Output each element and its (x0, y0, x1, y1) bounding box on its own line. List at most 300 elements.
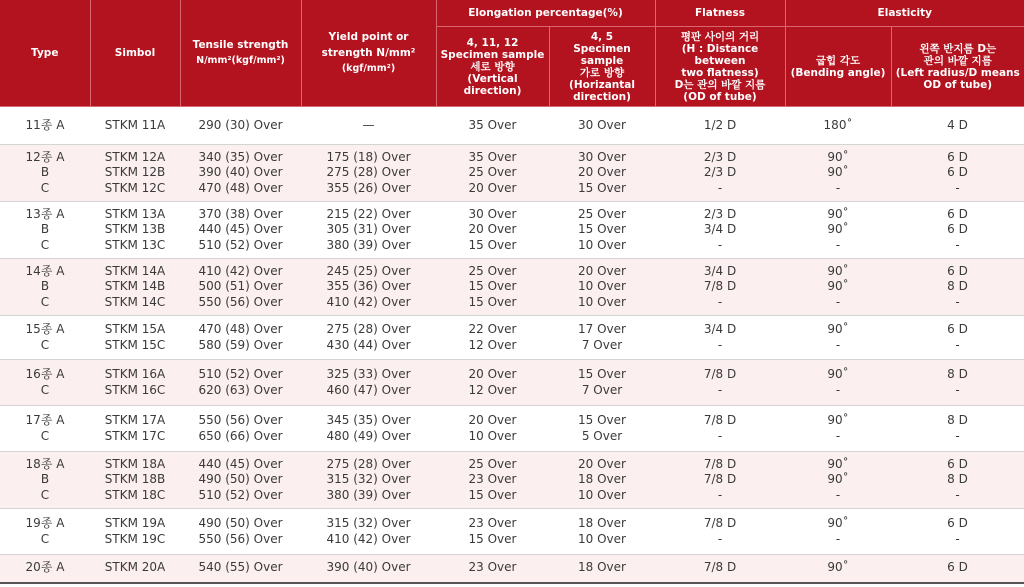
table-row (0, 107, 1024, 145)
cell-value: 490 (50) Over (198, 515, 283, 530)
cell-lines (180, 207, 301, 254)
table-row (0, 145, 1024, 202)
cell-lines (0, 322, 90, 353)
cell-value: 7/8 D (703, 472, 737, 487)
cell-value: - (717, 180, 723, 195)
cell-value: 90˚ (827, 560, 849, 575)
cell-value: 90˚ (827, 472, 849, 487)
cell-value: 23 Over (468, 472, 517, 487)
cell-value: 7 Over (581, 382, 623, 397)
cell-simbol (90, 555, 180, 583)
cell-lines (549, 560, 655, 576)
cell-value: 25 Over (578, 206, 626, 221)
cell-value: - (835, 294, 841, 309)
table-header (0, 0, 1024, 107)
cell-left-radius (891, 202, 1024, 259)
cell-value: 25 Over (468, 456, 517, 471)
cell-value: C (40, 237, 50, 252)
cell-value: 6 D (947, 222, 968, 237)
cell-bending-angle (785, 360, 891, 406)
cell-yield-strength (301, 107, 436, 145)
cell-value: - (955, 180, 960, 195)
cell-value: 25 Over (468, 263, 517, 278)
cell-value: 20 Over (578, 263, 626, 278)
cell-value: 370 (38) Over (198, 206, 283, 221)
cell-elongation-horizontal (549, 202, 655, 259)
cell-value: - (835, 531, 841, 546)
cell-elongation-horizontal (549, 555, 655, 583)
cell-value: 18 Over (578, 472, 626, 487)
cell-value: - (717, 428, 723, 443)
header-elong-horizontal-line: 4, 5 (590, 30, 614, 43)
cell-type (0, 259, 90, 316)
cell-lines (0, 457, 90, 504)
cell-value: - (955, 531, 960, 546)
cell-yield-strength (301, 509, 436, 555)
cell-lines (785, 560, 891, 576)
cell-value: 7/8 D (703, 560, 737, 575)
cell-value: STKM 13A (104, 206, 166, 221)
header-elong-vertical-line: 4, 11, 12 (466, 36, 519, 49)
cell-lines (180, 150, 301, 197)
cell-elongation-vertical (436, 452, 549, 509)
cell-value: 90˚ (827, 515, 849, 530)
cell-value: 6 D (947, 560, 968, 575)
header-flatness (655, 27, 785, 107)
cell-flatness (655, 316, 785, 360)
cell-lines (0, 207, 90, 254)
cell-value: 22 Over (468, 321, 517, 336)
cell-value: 275 (28) Over (326, 456, 411, 471)
cell-value: 6 D (947, 515, 968, 530)
cell-lines (301, 118, 436, 134)
cell-tensile-strength (180, 259, 301, 316)
cell-value: - (717, 531, 723, 546)
cell-lines (180, 322, 301, 353)
cell-lines (0, 118, 90, 134)
cell-type (0, 360, 90, 406)
cell-simbol (90, 107, 180, 145)
cell-lines (655, 560, 785, 576)
cell-lines (301, 516, 436, 547)
table-row (0, 509, 1024, 555)
cell-value: 12 Over (468, 382, 517, 397)
cell-value: - (955, 428, 960, 443)
cell-left-radius (891, 316, 1024, 360)
cell-tensile-strength (180, 360, 301, 406)
cell-value: 35 Over (468, 149, 517, 164)
cell-lines (301, 322, 436, 353)
cell-lines (891, 457, 1024, 504)
cell-lines (436, 118, 549, 134)
cell-value: 90˚ (827, 165, 849, 180)
cell-lines (90, 367, 180, 398)
cell-value: 6 D (947, 149, 968, 164)
cell-value: STKM 13B (104, 222, 166, 237)
cell-value: B (40, 165, 50, 180)
cell-lines (785, 118, 891, 134)
cell-elongation-vertical (436, 259, 549, 316)
header-tensile-title: Tensile strength (192, 39, 289, 51)
cell-value: 1/2 D (703, 117, 737, 132)
header-elong-horizontal-line: (Horizantal (569, 78, 635, 91)
cell-value: 500 (51) Over (198, 279, 283, 294)
cell-value: STKM 18C (104, 487, 166, 502)
header-elong-vertical-line: direction) (463, 84, 522, 97)
cell-value: 90˚ (827, 279, 849, 294)
cell-value: 2/3 D (703, 149, 737, 164)
cell-value: 23 Over (468, 515, 517, 530)
cell-lines (0, 150, 90, 197)
cell-type (0, 316, 90, 360)
cell-lines (436, 367, 549, 398)
header-yield (301, 0, 436, 107)
header-flatness-line: (OD of tube) (683, 90, 757, 103)
cell-type (0, 107, 90, 145)
header-elong-vertical-line: (Vertical (467, 72, 518, 85)
cell-lines (0, 367, 90, 398)
cell-left-radius (891, 259, 1024, 316)
cell-value: 3/4 D (703, 263, 737, 278)
cell-value: 18종 A (25, 456, 65, 471)
cell-lines (655, 367, 785, 398)
cell-value: 510 (52) Over (198, 237, 283, 252)
table-row (0, 202, 1024, 259)
header-elong-vertical (436, 27, 549, 107)
cell-value: 390 (40) Over (198, 165, 283, 180)
cell-lines (891, 264, 1024, 311)
cell-lines (90, 457, 180, 504)
cell-elongation-horizontal (549, 145, 655, 202)
cell-value: - (955, 237, 960, 252)
cell-bending-angle (785, 107, 891, 145)
header-elong-horizontal-line: direction) (573, 90, 631, 103)
cell-value: STKM 15C (104, 337, 166, 352)
cell-lines (90, 118, 180, 134)
cell-value: 390 (40) Over (326, 560, 411, 575)
cell-value: 19종 A (25, 515, 65, 530)
cell-lines (0, 264, 90, 311)
cell-value: 470 (48) Over (198, 321, 283, 336)
cell-lines (549, 118, 655, 134)
cell-value: - (835, 428, 841, 443)
cell-elongation-vertical (436, 509, 549, 555)
cell-value: 175 (18) Over (326, 149, 411, 164)
header-elong-vertical-line: Specimen sample (440, 48, 545, 61)
cell-flatness (655, 406, 785, 452)
table-row (0, 259, 1024, 316)
cell-elongation-horizontal (549, 509, 655, 555)
cell-left-radius (891, 145, 1024, 202)
cell-lines (891, 367, 1024, 398)
cell-value: 15 Over (578, 412, 626, 427)
header-tensile-unit: N/mm²(kgf/mm²) (196, 55, 285, 66)
cell-value: 380 (39) Over (326, 237, 411, 252)
cell-lines (785, 207, 891, 254)
table-row (0, 406, 1024, 452)
cell-yield-strength (301, 316, 436, 360)
cell-flatness (655, 452, 785, 509)
cell-bending-angle (785, 555, 891, 583)
cell-elongation-vertical (436, 145, 549, 202)
cell-value: 10 Over (578, 294, 626, 309)
cell-value: 180˚ (823, 117, 853, 132)
cell-value: - (835, 237, 841, 252)
cell-value: STKM 11A (104, 117, 166, 132)
cell-value: 380 (39) Over (326, 487, 411, 502)
cell-value: STKM 16A (104, 366, 166, 381)
cell-value: 15 Over (468, 294, 517, 309)
cell-lines (180, 413, 301, 444)
cell-simbol (90, 145, 180, 202)
cell-value: C (40, 487, 50, 502)
cell-lines (180, 367, 301, 398)
header-elong-vertical-line: 세로 방향 (470, 60, 515, 73)
cell-flatness (655, 555, 785, 583)
cell-value: 14종 A (25, 263, 65, 278)
cell-value: 15 Over (468, 237, 517, 252)
cell-elongation-vertical (436, 107, 549, 145)
cell-value: - (835, 382, 841, 397)
cell-bending-angle (785, 509, 891, 555)
cell-elongation-horizontal (549, 316, 655, 360)
cell-value: 17 Over (578, 321, 626, 336)
header-radius-line: OD of tube) (923, 78, 993, 91)
cell-value: STKM 19C (104, 531, 166, 546)
cell-tensile-strength (180, 406, 301, 452)
cell-elongation-horizontal (549, 107, 655, 145)
cell-value: 7/8 D (703, 366, 737, 381)
cell-lines (90, 516, 180, 547)
cell-bending-angle (785, 406, 891, 452)
cell-value: 275 (28) Over (326, 321, 411, 336)
cell-lines (90, 150, 180, 197)
cell-value: 13종 A (25, 206, 65, 221)
cell-value: - (717, 237, 723, 252)
cell-lines (785, 516, 891, 547)
cell-value: 290 (30) Over (198, 117, 283, 132)
cell-value: 510 (52) Over (198, 366, 283, 381)
cell-value: 20 Over (468, 366, 517, 381)
cell-value: 10 Over (578, 531, 626, 546)
cell-lines (301, 457, 436, 504)
cell-simbol (90, 509, 180, 555)
header-bending (785, 27, 891, 107)
cell-value: STKM 15A (104, 321, 166, 336)
cell-value: 490 (50) Over (198, 472, 283, 487)
cell-value: 20 Over (578, 165, 626, 180)
cell-value: 15 Over (468, 531, 517, 546)
cell-value: 7/8 D (703, 412, 737, 427)
cell-value: 5 Over (581, 428, 623, 443)
cell-yield-strength (301, 555, 436, 583)
cell-value: 30 Over (578, 117, 626, 132)
table-body (0, 107, 1024, 583)
cell-yield-strength (301, 145, 436, 202)
cell-value: STKM 12A (104, 149, 166, 164)
cell-value: - (955, 487, 960, 502)
cell-value: 3/4 D (703, 321, 737, 336)
cell-lines (301, 207, 436, 254)
cell-yield-strength (301, 360, 436, 406)
cell-value: C (40, 294, 50, 309)
cell-value: 90˚ (827, 366, 849, 381)
cell-bending-angle (785, 452, 891, 509)
cell-value: 275 (28) Over (326, 165, 411, 180)
cell-value: - (717, 487, 723, 502)
cell-tensile-strength (180, 452, 301, 509)
cell-value: 8 D (947, 366, 968, 381)
cell-value: 11종 A (25, 117, 65, 132)
header-radius-line: 관의 바깥 지름 (923, 54, 992, 67)
header-radius (891, 27, 1024, 107)
cell-lines (655, 413, 785, 444)
cell-lines (90, 413, 180, 444)
cell-type (0, 452, 90, 509)
header-flatness-line: (H : Distance between (681, 42, 759, 67)
cell-value: 10 Over (578, 279, 626, 294)
table-row (0, 555, 1024, 583)
cell-lines (436, 560, 549, 576)
cell-bending-angle (785, 202, 891, 259)
cell-value: 7 Over (581, 337, 623, 352)
table-row (0, 316, 1024, 360)
cell-yield-strength (301, 202, 436, 259)
cell-value: - (717, 294, 723, 309)
cell-tensile-strength (180, 107, 301, 145)
cell-value: 15 Over (578, 180, 626, 195)
cell-bending-angle (785, 316, 891, 360)
cell-value: STKM 16C (104, 382, 166, 397)
cell-value: 30 Over (578, 149, 626, 164)
cell-lines (655, 207, 785, 254)
header-radius-line: 왼쪽 반지름 D는 (919, 42, 997, 55)
cell-lines (549, 264, 655, 311)
cell-value: 2/3 D (703, 206, 737, 221)
cell-value: 18 Over (578, 515, 626, 530)
cell-value: 90˚ (827, 222, 849, 237)
cell-lines (785, 150, 891, 197)
cell-elongation-vertical (436, 316, 549, 360)
cell-value: STKM 13C (104, 237, 166, 252)
cell-value: - (717, 382, 723, 397)
header-flatness-group: Flatness (655, 0, 785, 27)
cell-value: STKM 20A (104, 560, 166, 575)
cell-value: 8 D (947, 412, 968, 427)
cell-value: 6 D (947, 263, 968, 278)
cell-value: STKM 14B (104, 279, 166, 294)
cell-lines (90, 264, 180, 311)
cell-lines (655, 264, 785, 311)
cell-value: C (40, 428, 50, 443)
cell-value: — (362, 117, 375, 132)
cell-lines (0, 413, 90, 444)
header-flatness-line: two flatness) (681, 66, 759, 79)
header-elongation-group: Elongation percentage(%) (436, 0, 655, 27)
cell-value: 340 (35) Over (198, 149, 283, 164)
header-type: Type (0, 0, 90, 107)
cell-value: 410 (42) Over (326, 531, 411, 546)
cell-value: 6 D (947, 206, 968, 221)
cell-lines (655, 322, 785, 353)
cell-value: 4 D (947, 117, 968, 132)
cell-lines (436, 516, 549, 547)
cell-value: 90˚ (827, 149, 849, 164)
cell-lines (301, 367, 436, 398)
cell-lines (180, 457, 301, 504)
cell-lines (180, 516, 301, 547)
cell-value: 480 (49) Over (326, 428, 411, 443)
cell-lines (90, 207, 180, 254)
cell-lines (301, 264, 436, 311)
cell-value: STKM 14C (104, 294, 166, 309)
cell-value: 510 (52) Over (198, 487, 283, 502)
cell-value: B (40, 222, 50, 237)
cell-elongation-horizontal (549, 452, 655, 509)
cell-tensile-strength (180, 316, 301, 360)
cell-value: 20종 A (25, 560, 65, 575)
cell-value: - (955, 294, 960, 309)
cell-value: 7/8 D (703, 456, 737, 471)
cell-value: 305 (31) Over (326, 222, 411, 237)
cell-value: STKM 18A (104, 456, 166, 471)
cell-lines (90, 322, 180, 353)
cell-lines (891, 207, 1024, 254)
cell-value: 2/3 D (703, 165, 737, 180)
cell-elongation-horizontal (549, 360, 655, 406)
cell-tensile-strength (180, 145, 301, 202)
cell-left-radius (891, 406, 1024, 452)
cell-lines (549, 457, 655, 504)
cell-lines (655, 516, 785, 547)
header-tensile (180, 0, 301, 107)
cell-elongation-vertical (436, 555, 549, 583)
cell-tensile-strength (180, 202, 301, 259)
cell-lines (891, 322, 1024, 353)
cell-value: 430 (44) Over (326, 337, 411, 352)
cell-value: 7/8 D (703, 279, 737, 294)
cell-lines (785, 367, 891, 398)
cell-value: 355 (36) Over (326, 279, 411, 294)
cell-value: 6 D (947, 165, 968, 180)
cell-value: C (40, 531, 50, 546)
cell-lines (436, 413, 549, 444)
cell-lines (180, 560, 301, 576)
cell-type (0, 145, 90, 202)
cell-lines (301, 560, 436, 576)
cell-value: - (835, 180, 841, 195)
cell-value: 10 Over (578, 487, 626, 502)
cell-value: B (40, 472, 50, 487)
cell-lines (655, 150, 785, 197)
cell-value: 12 Over (468, 337, 517, 352)
cell-lines (180, 264, 301, 311)
cell-value: 460 (47) Over (326, 382, 411, 397)
cell-value: 325 (33) Over (326, 366, 411, 381)
header-elong-horizontal-line: 가로 방향 (579, 66, 625, 79)
cell-simbol (90, 452, 180, 509)
cell-value: 30 Over (468, 206, 517, 221)
cell-value: C (40, 382, 50, 397)
cell-lines (436, 207, 549, 254)
header-yield-line1: Yield point or (328, 31, 409, 43)
cell-elongation-horizontal (549, 259, 655, 316)
cell-lines (180, 118, 301, 134)
cell-value: 90˚ (827, 456, 849, 471)
cell-elongation-vertical (436, 360, 549, 406)
cell-left-radius (891, 555, 1024, 583)
cell-lines (891, 150, 1024, 197)
